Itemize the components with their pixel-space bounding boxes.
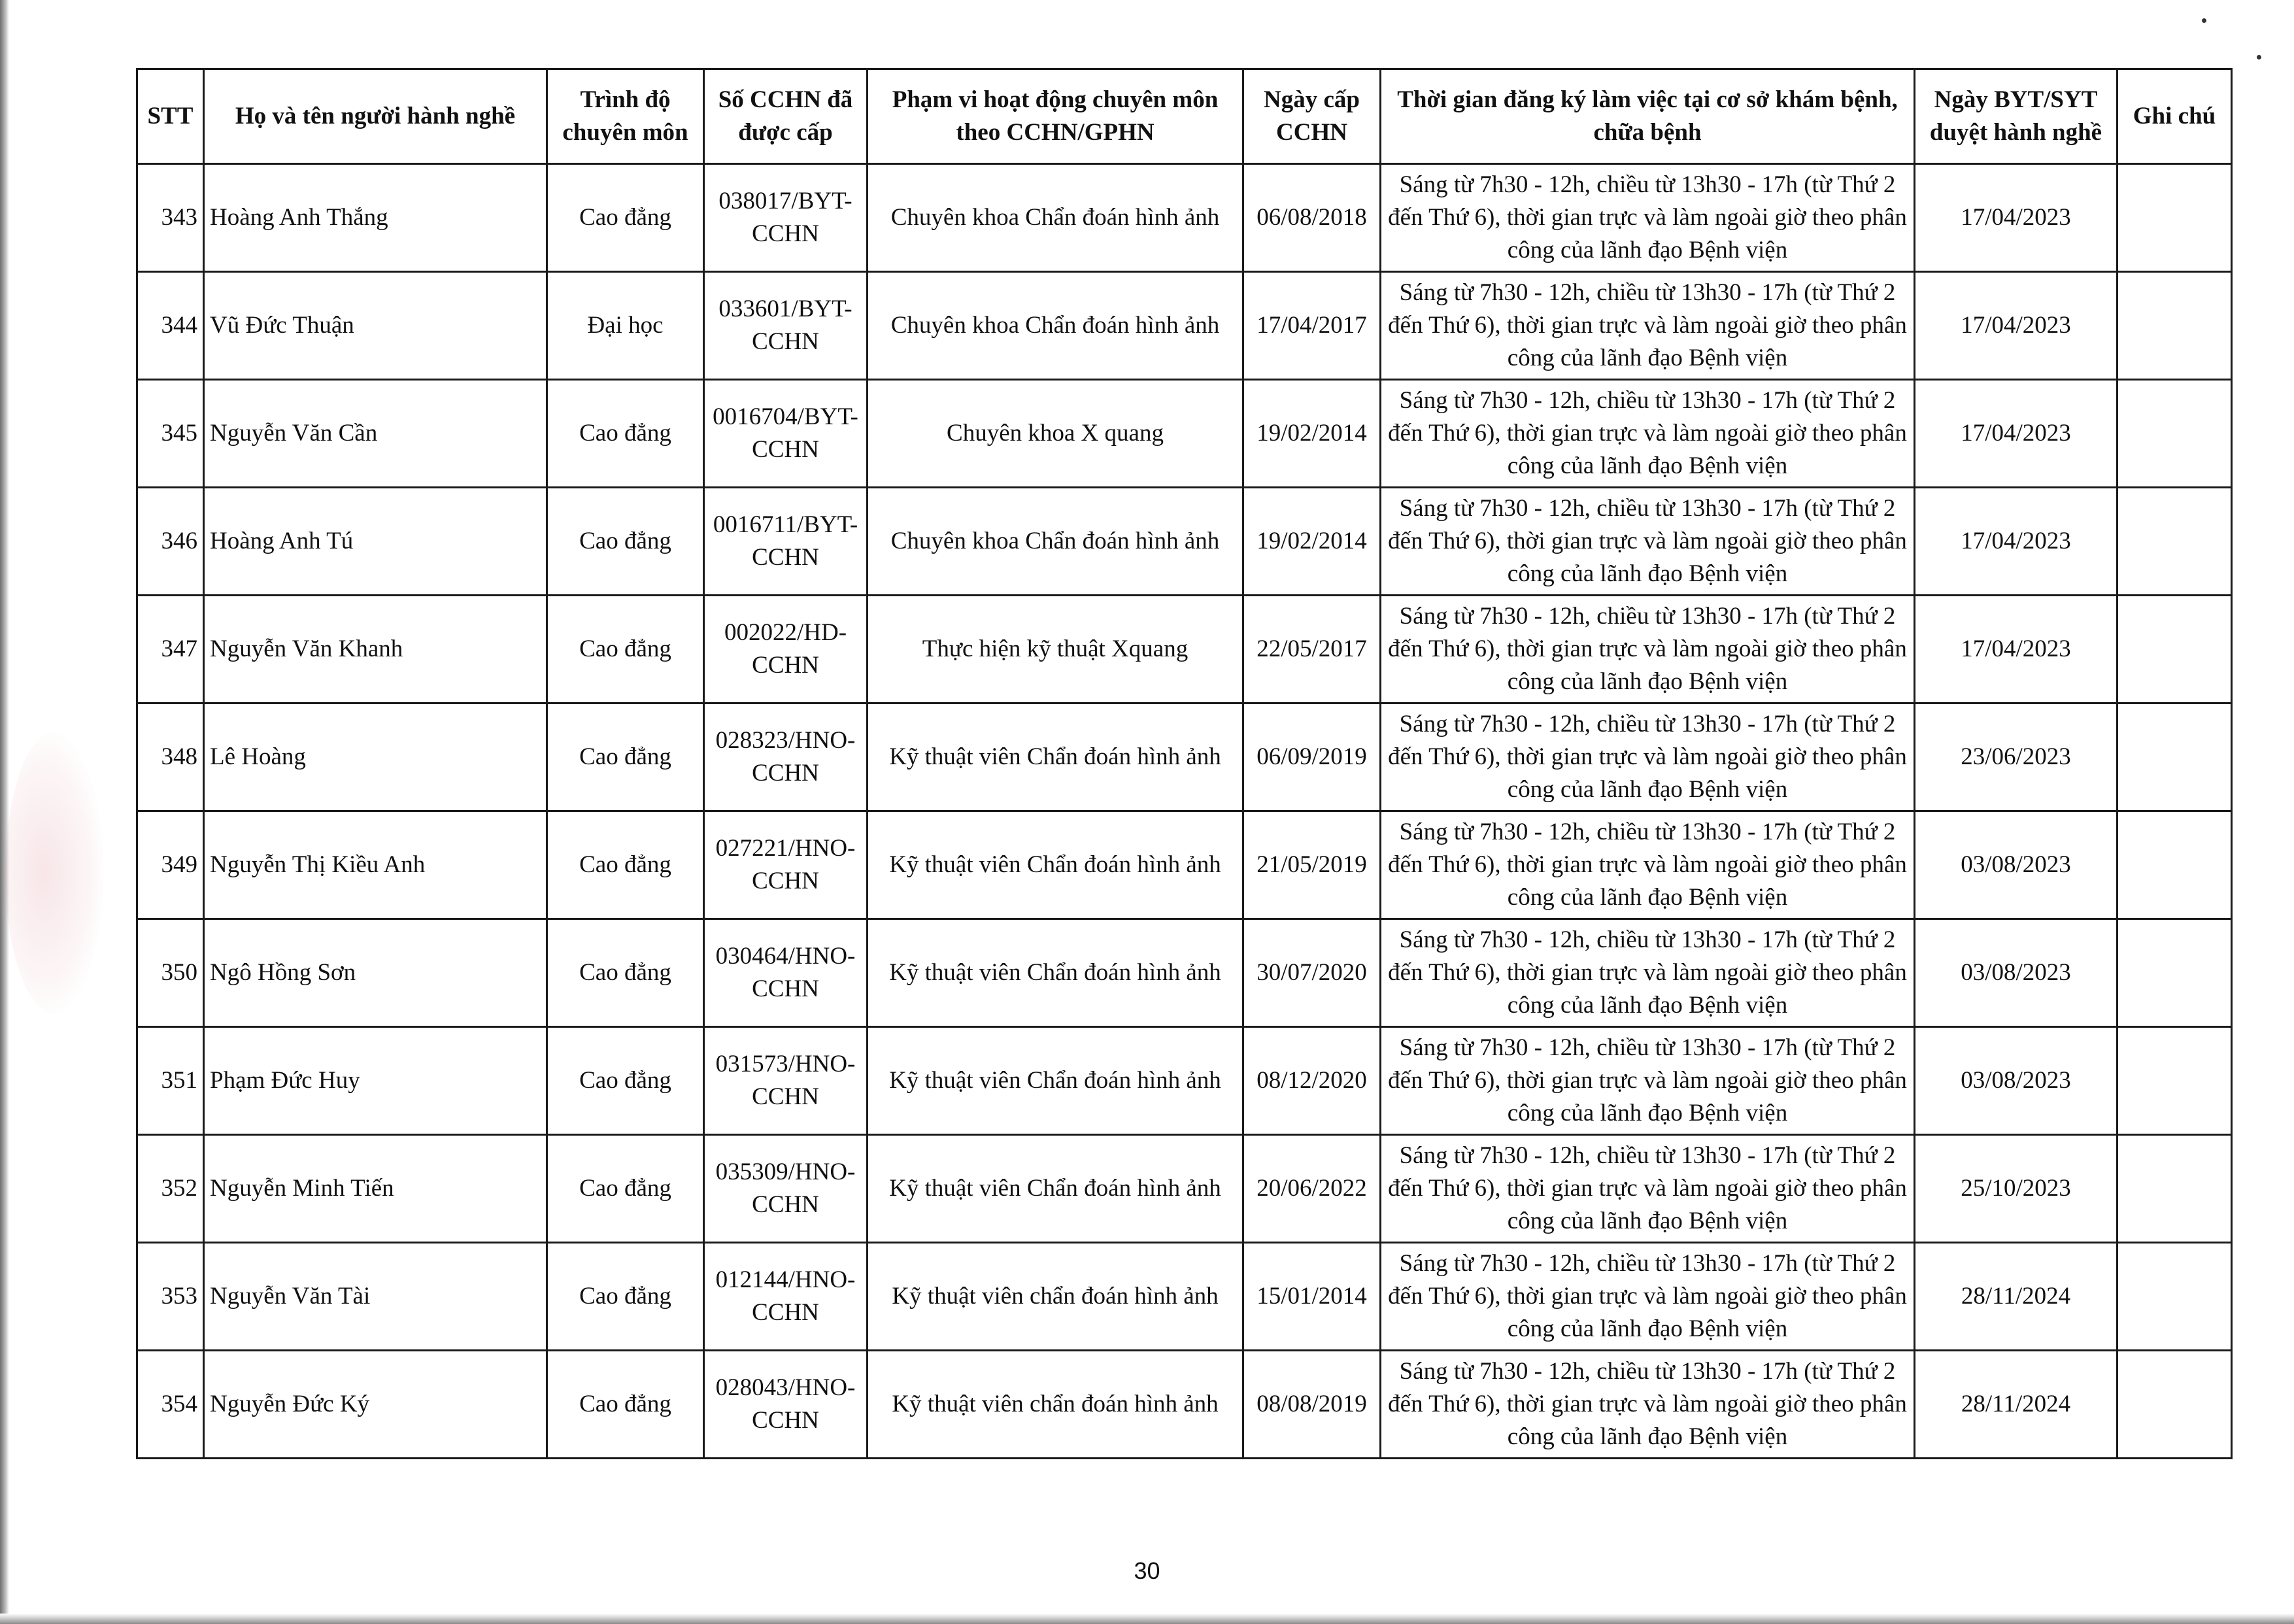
stamp-residue	[5, 732, 103, 1013]
cell-scope: Kỹ thuật viên Chẩn đoán hình ảnh	[868, 919, 1243, 1027]
cell-scope: Chuyên khoa X quang	[868, 380, 1243, 488]
cell-level: Cao đẳng	[547, 164, 704, 272]
cell-note	[2117, 703, 2232, 811]
cell-stt: 353	[137, 1243, 204, 1351]
cell-scope: Kỹ thuật viên Chẩn đoán hình ảnh	[868, 811, 1243, 919]
cell-issue-date: 17/04/2017	[1243, 272, 1381, 380]
cell-issue-date: 19/02/2014	[1243, 488, 1381, 596]
cell-issue-date: 20/06/2022	[1243, 1135, 1381, 1243]
cell-work-time: Sáng từ 7h30 - 12h, chiều từ 13h30 - 17h (từ Thứ 2 đến Thứ 6), thời gian trực và làm ngoài giờ theo phân công của lãnh đạo Bệnh viện	[1381, 596, 1915, 703]
cell-approved: 25/10/2023	[1915, 1135, 2117, 1243]
cell-name: Nguyễn Văn Cần	[204, 380, 547, 488]
cell-cert: 035309/HNO-CCHN	[704, 1135, 868, 1243]
cell-note	[2117, 1243, 2232, 1351]
cell-level: Cao đẳng	[547, 1135, 704, 1243]
cell-stt: 352	[137, 1135, 204, 1243]
table-header-row	[137, 69, 2232, 164]
table-row	[137, 488, 2232, 596]
header-work-time: Thời gian đăng ký làm việc tại cơ sở khám bệnh, chữa bệnh	[1381, 69, 1915, 164]
cell-approved: 28/11/2024	[1915, 1243, 2117, 1351]
cell-note	[2117, 272, 2232, 380]
scan-speck	[2202, 18, 2206, 23]
cell-cert: 038017/BYT-CCHN	[704, 164, 868, 272]
cell-scope: Chuyên khoa Chẩn đoán hình ảnh	[868, 272, 1243, 380]
cell-scope: Kỹ thuật viên chẩn đoán hình ảnh	[868, 1351, 1243, 1459]
cell-issue-date: 22/05/2017	[1243, 596, 1381, 703]
cell-issue-date: 06/09/2019	[1243, 703, 1381, 811]
cell-work-time: Sáng từ 7h30 - 12h, chiều từ 13h30 - 17h (từ Thứ 2 đến Thứ 6), thời gian trực và làm ngoài giờ theo phân công của lãnh đạo Bệnh viện	[1381, 811, 1915, 919]
cell-stt: 344	[137, 272, 204, 380]
cell-name: Hoàng Anh Tú	[204, 488, 547, 596]
cell-work-time: Sáng từ 7h30 - 12h, chiều từ 13h30 - 17h (từ Thứ 2 đến Thứ 6), thời gian trực và làm ngoài giờ theo phân công của lãnh đạo Bệnh viện	[1381, 1351, 1915, 1459]
table-row	[137, 1351, 2232, 1459]
header-scope: Phạm vi hoạt động chuyên môn theo CCHN/GPHN	[868, 69, 1243, 164]
table-row	[137, 1243, 2232, 1351]
cell-note	[2117, 1351, 2232, 1459]
cell-work-time: Sáng từ 7h30 - 12h, chiều từ 13h30 - 17h (từ Thứ 2 đến Thứ 6), thời gian trực và làm ngoài giờ theo phân công của lãnh đạo Bệnh viện	[1381, 919, 1915, 1027]
cell-issue-date: 15/01/2014	[1243, 1243, 1381, 1351]
cell-scope: Kỹ thuật viên Chẩn đoán hình ảnh	[868, 1027, 1243, 1135]
cell-approved: 03/08/2023	[1915, 811, 2117, 919]
cell-issue-date: 06/08/2018	[1243, 164, 1381, 272]
cell-name: Ngô Hồng Sơn	[204, 919, 547, 1027]
cell-cert: 0016711/BYT-CCHN	[704, 488, 868, 596]
header-name: Họ và tên người hành nghề	[204, 69, 547, 164]
practitioner-table	[136, 68, 2233, 1459]
cell-name: Hoàng Anh Thắng	[204, 164, 547, 272]
cell-name: Nguyễn Thị Kiều Anh	[204, 811, 547, 919]
cell-approved: 17/04/2023	[1915, 272, 2117, 380]
scan-edge-bottom	[0, 1614, 2294, 1624]
header-stt: STT	[137, 69, 204, 164]
cell-level: Cao đẳng	[547, 919, 704, 1027]
header-cert: Số CCHN đã được cấp	[704, 69, 868, 164]
cell-level: Cao đẳng	[547, 380, 704, 488]
cell-stt: 348	[137, 703, 204, 811]
cell-level: Cao đẳng	[547, 1027, 704, 1135]
cell-cert: 028323/HNO-CCHN	[704, 703, 868, 811]
cell-issue-date: 21/05/2019	[1243, 811, 1381, 919]
cell-level: Cao đẳng	[547, 811, 704, 919]
table-row	[137, 703, 2232, 811]
table-row	[137, 1135, 2232, 1243]
cell-work-time: Sáng từ 7h30 - 12h, chiều từ 13h30 - 17h (từ Thứ 2 đến Thứ 6), thời gian trực và làm ngoài giờ theo phân công của lãnh đạo Bệnh viện	[1381, 164, 1915, 272]
cell-work-time: Sáng từ 7h30 - 12h, chiều từ 13h30 - 17h (từ Thứ 2 đến Thứ 6), thời gian trực và làm ngoài giờ theo phân công của lãnh đạo Bệnh viện	[1381, 1243, 1915, 1351]
header-note: Ghi chú	[2117, 69, 2232, 164]
cell-name: Lê Hoàng	[204, 703, 547, 811]
cell-cert: 030464/HNO-CCHN	[704, 919, 868, 1027]
cell-work-time: Sáng từ 7h30 - 12h, chiều từ 13h30 - 17h (từ Thứ 2 đến Thứ 6), thời gian trực và làm ngoài giờ theo phân công của lãnh đạo Bệnh viện	[1381, 1027, 1915, 1135]
cell-approved: 28/11/2024	[1915, 1351, 2117, 1459]
cell-name: Nguyễn Minh Tiến	[204, 1135, 547, 1243]
cell-issue-date: 08/12/2020	[1243, 1027, 1381, 1135]
header-level: Trình độ chuyên môn	[547, 69, 704, 164]
cell-cert: 002022/HD-CCHN	[704, 596, 868, 703]
cell-approved: 17/04/2023	[1915, 380, 2117, 488]
table-row	[137, 164, 2232, 272]
cell-scope: Chuyên khoa Chẩn đoán hình ảnh	[868, 488, 1243, 596]
header-approved: Ngày BYT/SYT duyệt hành nghề	[1915, 69, 2117, 164]
cell-work-time: Sáng từ 7h30 - 12h, chiều từ 13h30 - 17h (từ Thứ 2 đến Thứ 6), thời gian trực và làm ngoài giờ theo phân công của lãnh đạo Bệnh viện	[1381, 272, 1915, 380]
cell-scope: Kỹ thuật viên Chẩn đoán hình ảnh	[868, 1135, 1243, 1243]
cell-scope: Chuyên khoa Chẩn đoán hình ảnh	[868, 164, 1243, 272]
cell-stt: 349	[137, 811, 204, 919]
cell-approved: 17/04/2023	[1915, 488, 2117, 596]
table-row	[137, 272, 2232, 380]
cell-note	[2117, 1135, 2232, 1243]
cell-issue-date: 19/02/2014	[1243, 380, 1381, 488]
cell-cert: 028043/HNO-CCHN	[704, 1351, 868, 1459]
cell-name: Vũ Đức Thuận	[204, 272, 547, 380]
cell-work-time: Sáng từ 7h30 - 12h, chiều từ 13h30 - 17h (từ Thứ 2 đến Thứ 6), thời gian trực và làm ngoài giờ theo phân công của lãnh đạo Bệnh viện	[1381, 1135, 1915, 1243]
cell-issue-date: 30/07/2020	[1243, 919, 1381, 1027]
cell-work-time: Sáng từ 7h30 - 12h, chiều từ 13h30 - 17h (từ Thứ 2 đến Thứ 6), thời gian trực và làm ngoài giờ theo phân công của lãnh đạo Bệnh viện	[1381, 380, 1915, 488]
cell-cert: 0016704/BYT-CCHN	[704, 380, 868, 488]
scan-edge-left	[0, 0, 9, 1624]
cell-level: Cao đẳng	[547, 596, 704, 703]
cell-cert: 012144/HNO-CCHN	[704, 1243, 868, 1351]
cell-level: Cao đẳng	[547, 488, 704, 596]
cell-note	[2117, 1027, 2232, 1135]
cell-approved: 17/04/2023	[1915, 164, 2117, 272]
cell-note	[2117, 919, 2232, 1027]
cell-approved: 23/06/2023	[1915, 703, 2117, 811]
cell-cert: 027221/HNO-CCHN	[704, 811, 868, 919]
cell-stt: 343	[137, 164, 204, 272]
cell-cert: 031573/HNO-CCHN	[704, 1027, 868, 1135]
cell-approved: 03/08/2023	[1915, 1027, 2117, 1135]
cell-name: Nguyễn Văn Tài	[204, 1243, 547, 1351]
cell-scope: Kỹ thuật viên chẩn đoán hình ảnh	[868, 1243, 1243, 1351]
cell-stt: 351	[137, 1027, 204, 1135]
cell-name: Nguyễn Đức Ký	[204, 1351, 547, 1459]
page-number: 30	[1134, 1557, 1160, 1584]
cell-cert: 033601/BYT-CCHN	[704, 272, 868, 380]
cell-stt: 346	[137, 488, 204, 596]
cell-issue-date: 08/08/2019	[1243, 1351, 1381, 1459]
cell-note	[2117, 811, 2232, 919]
cell-stt: 350	[137, 919, 204, 1027]
cell-note	[2117, 488, 2232, 596]
cell-stt: 347	[137, 596, 204, 703]
cell-approved: 17/04/2023	[1915, 596, 2117, 703]
cell-note	[2117, 596, 2232, 703]
table-row	[137, 596, 2232, 703]
header-issue-date: Ngày cấp CCHN	[1243, 69, 1381, 164]
table-row	[137, 919, 2232, 1027]
table-row	[137, 811, 2232, 919]
cell-work-time: Sáng từ 7h30 - 12h, chiều từ 13h30 - 17h (từ Thứ 2 đến Thứ 6), thời gian trực và làm ngoài giờ theo phân công của lãnh đạo Bệnh viện	[1381, 488, 1915, 596]
cell-scope: Thực hiện kỹ thuật Xquang	[868, 596, 1243, 703]
cell-work-time: Sáng từ 7h30 - 12h, chiều từ 13h30 - 17h (từ Thứ 2 đến Thứ 6), thời gian trực và làm ngoài giờ theo phân công của lãnh đạo Bệnh viện	[1381, 703, 1915, 811]
cell-level: Cao đẳng	[547, 1243, 704, 1351]
cell-note	[2117, 164, 2232, 272]
cell-scope: Kỹ thuật viên Chẩn đoán hình ảnh	[868, 703, 1243, 811]
cell-stt: 345	[137, 380, 204, 488]
cell-level: Đại học	[547, 272, 704, 380]
cell-level: Cao đẳng	[547, 1351, 704, 1459]
cell-name: Nguyễn Văn Khanh	[204, 596, 547, 703]
table-row	[137, 380, 2232, 488]
scan-speck	[2257, 55, 2261, 59]
cell-note	[2117, 380, 2232, 488]
cell-name: Phạm Đức Huy	[204, 1027, 547, 1135]
cell-level: Cao đẳng	[547, 703, 704, 811]
table-row	[137, 1027, 2232, 1135]
cell-approved: 03/08/2023	[1915, 919, 2117, 1027]
cell-stt: 354	[137, 1351, 204, 1459]
